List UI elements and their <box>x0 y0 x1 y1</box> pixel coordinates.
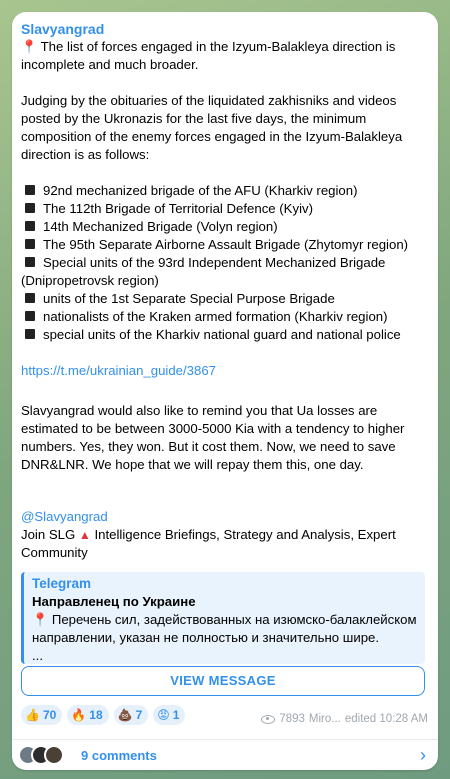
square-bullet-icon <box>25 185 35 195</box>
edited-time: edited 10:28 AM <box>344 713 428 725</box>
thumbs-up-icon: 👍 <box>25 708 40 722</box>
red-triangle-icon: ▲ <box>78 528 91 542</box>
comments-label: 9 comments <box>81 747 157 763</box>
list-item: nationalists of the Kraken armed formation (Kharkiv region) <box>21 308 428 326</box>
list-item: 92nd mechanized brigade of the AFU (Kharkiv region) <box>21 182 428 200</box>
message-meta <box>261 712 428 726</box>
paragraph-losses: Slavyangrad would also like to remind you that Ua losses are estimated to be between 3000-5000 Kia with a tendency to higher numbers. Yes, they won. But it cost them. Now, we need to save DNR&LNR. We hope that we will repay them this, one day. <box>21 403 405 472</box>
preview-title: Направленец по Украине <box>32 594 196 609</box>
square-bullet-icon <box>25 257 35 267</box>
forwarded-preview[interactable] <box>21 572 425 664</box>
list-item: The 112th Brigade of Territorial Defence (Kyiv) <box>21 200 428 218</box>
square-bullet-icon <box>25 203 35 213</box>
list-item: Special units of the 93rd Independent Mechanized Brigade (Dnipropetrovsk region) <box>21 255 386 288</box>
intro-sentence: The list of forces engaged in the Izyum-Balakleya direction is incomplete and much broader. <box>21 39 396 72</box>
list-item: The 95th Separate Airborne Assault Brigade (Zhytomyr region) <box>21 236 428 254</box>
forces-list <box>21 182 428 344</box>
message-content <box>21 20 428 562</box>
square-bullet-icon <box>25 221 35 231</box>
source-link[interactable]: https://t.me/ukrainian_guide/3867 <box>21 363 217 378</box>
view-message-button[interactable]: VIEW MESSAGE <box>21 666 425 696</box>
preview-body: 📍 Перечень сил, задействованных на изюмско-балаклейском направлении, указан не полностью и значительно шире. <box>32 612 417 645</box>
fire-icon: 🔥 <box>71 708 87 722</box>
square-bullet-icon <box>25 329 35 339</box>
list-item: 14th Mechanized Brigade (Volyn region) <box>21 218 428 236</box>
list-item: special units of the Kharkiv national guard and national police <box>21 326 428 344</box>
pin-icon: 📍 <box>32 612 49 627</box>
angry-face-icon: 😡 <box>157 708 170 722</box>
commenter-avatars <box>18 745 57 765</box>
comments-button[interactable] <box>12 740 438 770</box>
preview-ellipsis: ... <box>32 648 43 663</box>
list-item: units of the 1st Separate Special Purpose Brigade <box>21 290 428 308</box>
square-bullet-icon <box>25 239 35 249</box>
reaction-thumbs-up[interactable]: 👍 70 <box>21 705 62 725</box>
poop-icon: 💩 <box>117 708 133 722</box>
reaction-fire[interactable]: 🔥 18 <box>67 705 108 725</box>
join-text: Join SLG ▲ Intelligence Briefings, Strategy and Analysis, Expert Community <box>21 527 396 560</box>
channel-name[interactable]: Slavyangrad <box>21 21 105 37</box>
views-count: 7893 <box>279 713 305 725</box>
message-bubble <box>12 12 438 770</box>
pin-icon: 📍 <box>21 39 38 54</box>
intro-text <box>21 38 428 74</box>
paragraph-obituaries: Judging by the obituaries of the liquidated zakhisniks and videos posted by the Ukronazis for the last five days, the minimum composition of the enemy forces engaged in the Izyum-Balakleya direction is as follows: <box>21 93 403 162</box>
preview-source: Telegram <box>32 576 92 591</box>
channel-handle-link[interactable]: @Slavyangrad <box>21 509 108 524</box>
reaction-poop[interactable]: 💩 7 <box>114 705 149 725</box>
author-signature: Miro... <box>308 713 341 725</box>
square-bullet-icon <box>25 293 35 303</box>
square-bullet-icon <box>25 311 35 321</box>
avatar <box>44 745 64 765</box>
chevron-right-icon: › <box>420 745 426 765</box>
eye-icon <box>261 715 275 724</box>
reaction-angry[interactable]: 😡 1 <box>153 705 185 725</box>
reactions-bar <box>21 705 185 725</box>
